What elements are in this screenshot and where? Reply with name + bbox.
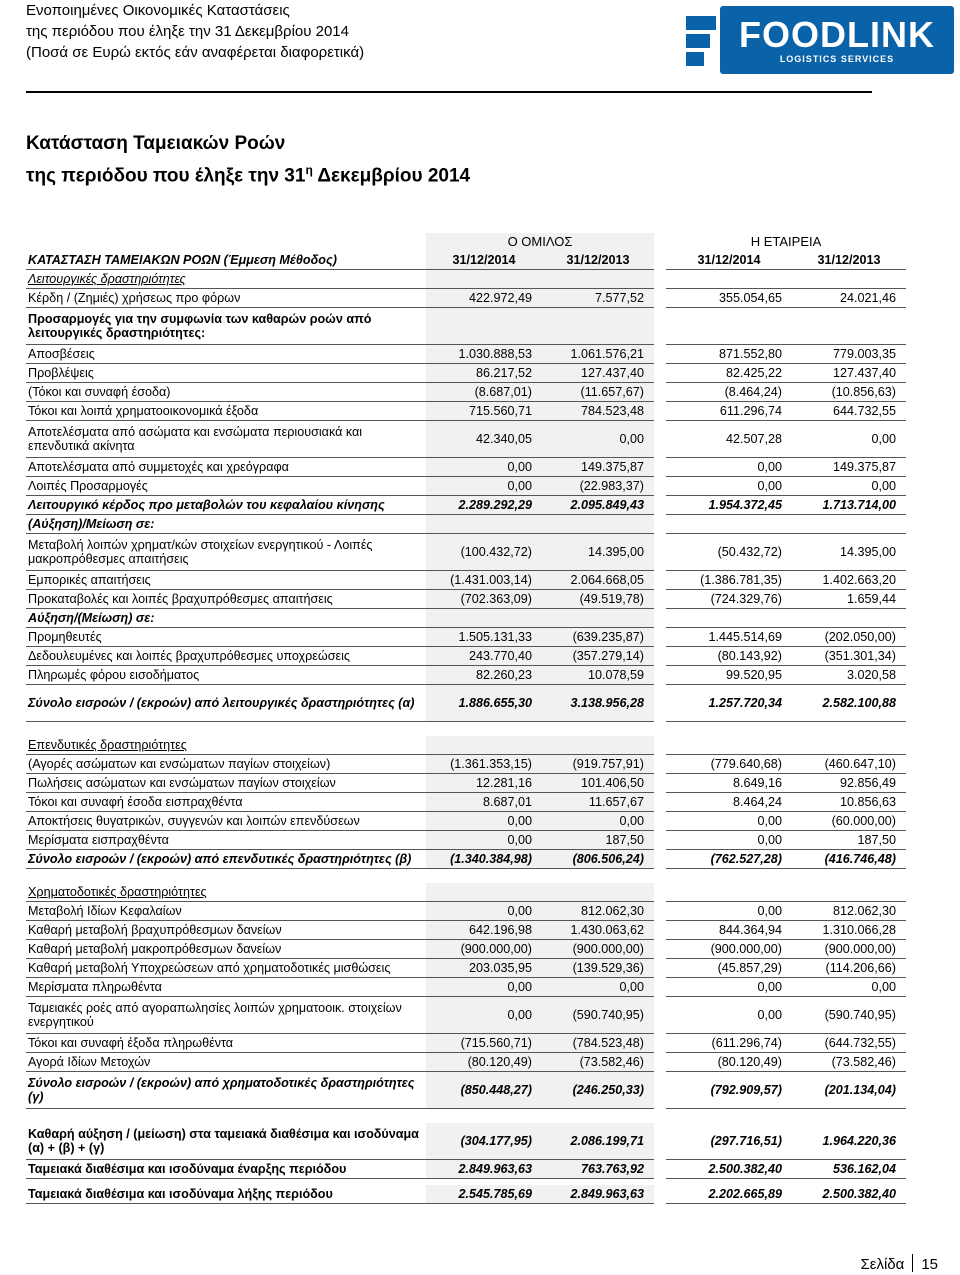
table-row [26, 1072, 906, 1109]
table-row [26, 774, 906, 793]
company-2013-value: (60.000,00) [792, 812, 906, 831]
group-2013-value: 149.375,87 [542, 458, 654, 477]
column-header-group-2013: 31/12/2013 [542, 251, 654, 270]
column-header-label: ΚΑΤΑΣΤΑΣΗ ΤΑΜΕΙΑΚΩΝ ΡΟΩΝ (Έμμεση Μέθοδος) [26, 251, 426, 270]
row-label: Αύξηση/(Μείωση) σε: [26, 609, 426, 628]
company-2013-value: 127.437,40 [792, 364, 906, 383]
row-label: Μεταβολή Ιδίων Κεφαλαίων [26, 902, 426, 921]
group-2014-value: 0,00 [426, 902, 542, 921]
table-row [26, 383, 906, 402]
company-2013-value [792, 883, 906, 902]
company-2014-value [666, 308, 792, 345]
group-2014-value: (850.448,27) [426, 1072, 542, 1109]
group-2013-value [542, 736, 654, 755]
group-2013-value: (11.657,67) [542, 383, 654, 402]
company-2014-value: (80.120,49) [666, 1053, 792, 1072]
group-2013-value: 187,50 [542, 831, 654, 850]
table-row [26, 458, 906, 477]
company-2013-value: (114.206,66) [792, 959, 906, 978]
group-2014-value: 0,00 [426, 458, 542, 477]
company-2014-value: 0,00 [666, 831, 792, 850]
row-label: Προβλέψεις [26, 364, 426, 383]
group-2014-value: 1.030.888,53 [426, 345, 542, 364]
cash-flow-table [26, 233, 906, 1204]
group-2014-value: (900.000,00) [426, 940, 542, 959]
company-2013-value [792, 308, 906, 345]
company-2013-value: (590.740,95) [792, 997, 906, 1034]
company-2014-value: (297.716,51) [666, 1123, 792, 1160]
logo-speed-bars-icon [686, 6, 716, 74]
group-2014-value: 203.035,95 [426, 959, 542, 978]
group-2013-value: (246.250,33) [542, 1072, 654, 1109]
company-2013-value: 1.964.220,36 [792, 1123, 906, 1160]
company-2013-value: 2.582.100,88 [792, 685, 906, 722]
spacer-row [26, 722, 906, 737]
table-row [26, 1053, 906, 1072]
table-row [26, 1185, 906, 1204]
table-row [26, 666, 906, 685]
header-divider [26, 91, 872, 93]
group-2013-value: (139.529,36) [542, 959, 654, 978]
row-label: Αγορά Ιδίων Μετοχών [26, 1053, 426, 1072]
page-label: Σελίδα [860, 1256, 905, 1273]
group-2014-value: 2.849.963,63 [426, 1160, 542, 1179]
group-header-omilos: Ο ΟΜΙΛΟΣ [426, 233, 654, 251]
group-2013-value: 11.657,67 [542, 793, 654, 812]
row-label: Σύνολο εισροών / (εκροών) από λειτουργικές δραστηριότητες (α) [26, 685, 426, 722]
company-2014-value: (611.296,74) [666, 1034, 792, 1053]
group-2014-value: (1.340.384,98) [426, 850, 542, 869]
company-2014-value: 0,00 [666, 477, 792, 496]
company-2013-value: 187,50 [792, 831, 906, 850]
company-2014-value: (762.527,28) [666, 850, 792, 869]
group-2013-value: 2.095.849,43 [542, 496, 654, 515]
group-2014-value [426, 515, 542, 534]
document-header [26, 0, 364, 63]
group-2013-value: (639.235,87) [542, 628, 654, 647]
table-row [26, 883, 906, 902]
row-label: Προσαρμογές για την συμφωνία των καθαρών ροών από λειτουργικές δραστηριότητες: [26, 308, 426, 345]
group-2014-value: (8.687,01) [426, 383, 542, 402]
group-2013-value: (73.582,46) [542, 1053, 654, 1072]
group-2013-value: 10.078,59 [542, 666, 654, 685]
group-2013-value: 14.395,00 [542, 534, 654, 571]
column-header-group-2014: 31/12/2014 [426, 251, 542, 270]
group-2013-value: 101.406,50 [542, 774, 654, 793]
company-2013-value: 92.856,49 [792, 774, 906, 793]
table-row [26, 831, 906, 850]
group-2013-value: (919.757,91) [542, 755, 654, 774]
company-2014-value: (724.329,76) [666, 590, 792, 609]
table-row [26, 755, 906, 774]
group-2014-value: (100.432,72) [426, 534, 542, 571]
footer-separator [912, 1254, 913, 1272]
group-2013-value: 2.064.668,05 [542, 571, 654, 590]
company-2014-value: 0,00 [666, 902, 792, 921]
group-2013-value: 2.086.199,71 [542, 1123, 654, 1160]
row-label: Αποκτήσεις θυγατρικών, συγγενών και λοιπών επενδύσεων [26, 812, 426, 831]
table-row [26, 571, 906, 590]
group-2013-value [542, 515, 654, 534]
company-2014-value: (900.000,00) [666, 940, 792, 959]
company-2014-value: 1.954.372,45 [666, 496, 792, 515]
company-2013-value: (73.582,46) [792, 1053, 906, 1072]
group-2013-value: 0,00 [542, 978, 654, 997]
group-2013-value: (49.519,78) [542, 590, 654, 609]
group-2014-value: 0,00 [426, 477, 542, 496]
company-2014-value [666, 883, 792, 902]
company-2014-value [666, 609, 792, 628]
row-label: Προκαταβολές και λοιπές βραχυπρόθεσμες απαιτήσεις [26, 590, 426, 609]
title-line-1: Κατάσταση Ταμειακών Ροών [26, 133, 286, 154]
company-2013-value: 24.021,46 [792, 289, 906, 308]
group-2014-value: 86.217,52 [426, 364, 542, 383]
table-row [26, 289, 906, 308]
group-2013-value: 3.138.956,28 [542, 685, 654, 722]
group-2014-value: (702.363,09) [426, 590, 542, 609]
company-2013-value: 1.402.663,20 [792, 571, 906, 590]
company-2014-value [666, 736, 792, 755]
company-2013-value: 10.856,63 [792, 793, 906, 812]
table-row [26, 647, 906, 666]
company-2014-value: (8.464,24) [666, 383, 792, 402]
company-2013-value [792, 270, 906, 289]
spacer-row [26, 1109, 906, 1124]
spacer-row [26, 869, 906, 884]
company-2013-value: (900.000,00) [792, 940, 906, 959]
group-2014-value: 0,00 [426, 831, 542, 850]
company-2014-value: 871.552,80 [666, 345, 792, 364]
group-2014-value: 642.196,98 [426, 921, 542, 940]
group-2013-value: (806.506,24) [542, 850, 654, 869]
group-2013-value: 127.437,40 [542, 364, 654, 383]
row-label: Τόκοι και λοιπά χρηματοοικονομικά έξοδα [26, 402, 426, 421]
header-line-2: της περιόδου που έληξε την 31 Δεκεμβρίου 2014 [26, 23, 349, 40]
company-2014-value: (1.386.781,35) [666, 571, 792, 590]
company-2013-value: (644.732,55) [792, 1034, 906, 1053]
company-2014-value: (45.857,29) [666, 959, 792, 978]
group-2014-value: 42.340,05 [426, 421, 542, 458]
table-row [26, 1123, 906, 1160]
row-label: Προμηθευτές [26, 628, 426, 647]
group-2013-value: (784.523,48) [542, 1034, 654, 1053]
company-2014-value: 42.507,28 [666, 421, 792, 458]
company-2013-value: 536.162,04 [792, 1160, 906, 1179]
logo-name: FOODLINK [739, 14, 935, 55]
company-2013-value: (460.647,10) [792, 755, 906, 774]
row-label: Αποτελέσματα από ασώματα και ενσώματα περιουσιακά και επενδυτικά ακίνητα [26, 421, 426, 458]
group-2013-value: 2.849.963,63 [542, 1185, 654, 1204]
page-footer [860, 1254, 938, 1273]
row-label: Τόκοι και συναφή έσοδα εισπραχθέντα [26, 793, 426, 812]
table-row [26, 308, 906, 345]
company-2013-value: 3.020,58 [792, 666, 906, 685]
row-label: Μερίσματα εισπραχθέντα [26, 831, 426, 850]
row-label: (Αγορές ασώματων και ενσώματων παγίων στοιχείων) [26, 755, 426, 774]
company-2014-value: 0,00 [666, 978, 792, 997]
group-2013-value: (590.740,95) [542, 997, 654, 1034]
row-label: (Αύξηση)/Μείωση σε: [26, 515, 426, 534]
row-label: Χρηματοδοτικές δραστηριότητες [26, 883, 426, 902]
table-row [26, 940, 906, 959]
company-2014-value: 355.054,65 [666, 289, 792, 308]
page-number: 15 [921, 1256, 938, 1273]
company-2014-value: 0,00 [666, 458, 792, 477]
row-label: Σύνολο εισροών / (εκροών) από επενδυτικές δραστηριότητες (β) [26, 850, 426, 869]
company-2014-value: (779.640,68) [666, 755, 792, 774]
group-2014-value: 2.545.785,69 [426, 1185, 542, 1204]
group-2013-value: (900.000,00) [542, 940, 654, 959]
group-2014-value: (715.560,71) [426, 1034, 542, 1053]
row-label: Μερίσματα πληρωθέντα [26, 978, 426, 997]
table-row [26, 793, 906, 812]
company-2013-value: (416.746,48) [792, 850, 906, 869]
row-label: Μεταβολή λοιπών χρηματ/κών στοιχείων ενεργητικού - Λοιπές μακροπρόθεσμες απαιτήσεις [26, 534, 426, 571]
group-2013-value: 1.430.063,62 [542, 921, 654, 940]
group-header-row [26, 233, 906, 251]
table-row [26, 345, 906, 364]
company-2013-value: 644.732,55 [792, 402, 906, 421]
group-2014-value: (1.431.003,14) [426, 571, 542, 590]
row-label: Αποσβέσεις [26, 345, 426, 364]
group-2014-value [426, 270, 542, 289]
row-label: Καθαρή μεταβολή μακροπρόθεσμων δανείων [26, 940, 426, 959]
row-label: Πωλήσεις ασώματων και ενσώματων παγίων στοιχείων [26, 774, 426, 793]
group-2013-value [542, 308, 654, 345]
group-2013-value: 7.577,52 [542, 289, 654, 308]
group-2014-value: 2.289.292,29 [426, 496, 542, 515]
table-row [26, 959, 906, 978]
table-row [26, 534, 906, 571]
header-line-1: Ενοποιημένες Οικονομικές Καταστάσεις [26, 2, 290, 19]
group-2014-value: 1.505.131,33 [426, 628, 542, 647]
company-2014-value: (80.143,92) [666, 647, 792, 666]
company-2014-value [666, 270, 792, 289]
group-2014-value: 243.770,40 [426, 647, 542, 666]
company-2013-value: 1.713.714,00 [792, 496, 906, 515]
table-row [26, 685, 906, 722]
row-label: Εμπορικές απαιτήσεις [26, 571, 426, 590]
group-header-etaireia: Η ΕΤΑΙΡΕΙΑ [750, 234, 822, 249]
foodlink-logo [686, 6, 954, 74]
row-label: (Τόκοι και συναφή έσοδα) [26, 383, 426, 402]
row-label: Καθαρή μεταβολή Υποχρεώσεων από χρηματοδοτικές μισθώσεις [26, 959, 426, 978]
table-row [26, 978, 906, 997]
company-2013-value: 0,00 [792, 421, 906, 458]
table-row [26, 270, 906, 289]
company-2014-value: (50.432,72) [666, 534, 792, 571]
group-2014-value: 422.972,49 [426, 289, 542, 308]
group-2013-value [542, 270, 654, 289]
table-row [26, 1160, 906, 1179]
table-row [26, 496, 906, 515]
table-row [26, 902, 906, 921]
group-2014-value: 715.560,71 [426, 402, 542, 421]
table-row [26, 590, 906, 609]
group-2013-value: 784.523,48 [542, 402, 654, 421]
table-row [26, 736, 906, 755]
group-2013-value: 0,00 [542, 812, 654, 831]
logo-box [720, 6, 954, 74]
company-2013-value [792, 736, 906, 755]
company-2013-value: (202.050,00) [792, 628, 906, 647]
group-2014-value: (80.120,49) [426, 1053, 542, 1072]
row-label: Δεδουλευμένες και λοιπές βραχυπρόθεσμες υποχρεώσεις [26, 647, 426, 666]
group-2013-value [542, 609, 654, 628]
table-row [26, 515, 906, 534]
table-row [26, 812, 906, 831]
company-2014-value: 0,00 [666, 812, 792, 831]
group-2013-value: 812.062,30 [542, 902, 654, 921]
group-2014-value: 1.886.655,30 [426, 685, 542, 722]
row-label: Τόκοι και συναφή έξοδα πληρωθέντα [26, 1034, 426, 1053]
company-2013-value: 812.062,30 [792, 902, 906, 921]
company-2013-value: 149.375,87 [792, 458, 906, 477]
table-row [26, 628, 906, 647]
group-2013-value: (22.983,37) [542, 477, 654, 496]
table-row [26, 477, 906, 496]
row-label: Ταμειακά διαθέσιμα και ισοδύναμα έναρξης περιόδου [26, 1160, 426, 1179]
company-2014-value: 8.464,24 [666, 793, 792, 812]
company-2013-value: 2.500.382,40 [792, 1185, 906, 1204]
group-2013-value: 1.061.576,21 [542, 345, 654, 364]
row-label: Πληρωμές φόρου εισοδήματος [26, 666, 426, 685]
company-2014-value: 1.257.720,34 [666, 685, 792, 722]
group-2013-value: 763.763,92 [542, 1160, 654, 1179]
row-label: Λειτουργικές δραστηριότητες [26, 270, 426, 289]
company-2014-value: 844.364,94 [666, 921, 792, 940]
title-line-2: της περιόδου που έληξε την $31^\eta$ Δεκεμβρίου 2014 [26, 163, 471, 187]
company-2013-value: (351.301,34) [792, 647, 906, 666]
table-row [26, 997, 906, 1034]
group-2014-value: 82.260,23 [426, 666, 542, 685]
group-2014-value: (1.361.353,15) [426, 755, 542, 774]
group-2014-value [426, 883, 542, 902]
group-2014-value: 12.281,16 [426, 774, 542, 793]
company-2013-value: 1.659,44 [792, 590, 906, 609]
company-2013-value: 779.003,35 [792, 345, 906, 364]
page-title [26, 130, 470, 189]
header-line-3: (Ποσά σε Ευρώ εκτός εάν αναφέρεται διαφορετικά) [26, 44, 365, 61]
row-label: Ταμειακές ροές από αγοραπωλησίες λοιπών χρηματοοικ. στοιχείων ενεργητικού [26, 997, 426, 1034]
company-2013-value [792, 609, 906, 628]
group-2014-value [426, 609, 542, 628]
company-2013-value: (201.134,04) [792, 1072, 906, 1109]
group-2014-value [426, 736, 542, 755]
group-2013-value: 0,00 [542, 421, 654, 458]
row-label: Ταμειακά διαθέσιμα και ισοδύναμα λήξης περιόδου [26, 1185, 426, 1204]
company-2013-value: (10.856,63) [792, 383, 906, 402]
table-row [26, 850, 906, 869]
company-2013-value: 0,00 [792, 477, 906, 496]
table-row [26, 364, 906, 383]
company-2014-value: 2.500.382,40 [666, 1160, 792, 1179]
company-2014-value: 99.520,95 [666, 666, 792, 685]
group-2013-value [542, 883, 654, 902]
company-2014-value: 1.445.514,69 [666, 628, 792, 647]
company-2014-value: 8.649,16 [666, 774, 792, 793]
table-row [26, 609, 906, 628]
group-2014-value: 0,00 [426, 812, 542, 831]
column-header-company-2013: 31/12/2013 [792, 251, 906, 270]
table-row [26, 421, 906, 458]
company-2013-value [792, 515, 906, 534]
company-2014-value: 0,00 [666, 997, 792, 1034]
company-2013-value: 0,00 [792, 978, 906, 997]
row-label: Λειτουργικό κέρδος προ μεταβολών του κεφαλαίου κίνησης [26, 496, 426, 515]
table-row [26, 921, 906, 940]
row-label: Λοιπές Προσαρμογές [26, 477, 426, 496]
group-2014-value: 0,00 [426, 997, 542, 1034]
group-2014-value: 8.687,01 [426, 793, 542, 812]
table-row [26, 1034, 906, 1053]
group-2014-value: (304.177,95) [426, 1123, 542, 1160]
logo-subtitle: LOGISTICS SERVICES [779, 54, 895, 64]
row-label: Κέρδη / (Ζημιές) χρήσεως προ φόρων [26, 289, 426, 308]
table-row [26, 402, 906, 421]
company-2014-value: 611.296,74 [666, 402, 792, 421]
group-2014-value [426, 308, 542, 345]
row-label: Καθαρή αύξηση / (μείωση) στα ταμειακά διαθέσιμα και ισοδύναμα (α) + (β) + (γ) [26, 1123, 426, 1160]
company-2014-value: 2.202.665,89 [666, 1185, 792, 1204]
company-2013-value: 1.310.066,28 [792, 921, 906, 940]
company-2014-value [666, 515, 792, 534]
row-label: Καθαρή μεταβολή βραχυπρόθεσμων δανείων [26, 921, 426, 940]
group-2013-value: (357.279,14) [542, 647, 654, 666]
row-label: Σύνολο εισροών / (εκροών) από χρηματοδοτικές δραστηριότητες (γ) [26, 1072, 426, 1109]
row-label: Επενδυτικές δραστηριότητες [26, 736, 426, 755]
column-header-row [26, 251, 906, 270]
company-2013-value: 14.395,00 [792, 534, 906, 571]
company-2014-value: 82.425,22 [666, 364, 792, 383]
row-label: Αποτελέσματα από συμμετοχές και χρεόγραφα [26, 458, 426, 477]
column-header-company-2014: 31/12/2014 [666, 251, 792, 270]
group-2014-value: 0,00 [426, 978, 542, 997]
company-2014-value: (792.909,57) [666, 1072, 792, 1109]
